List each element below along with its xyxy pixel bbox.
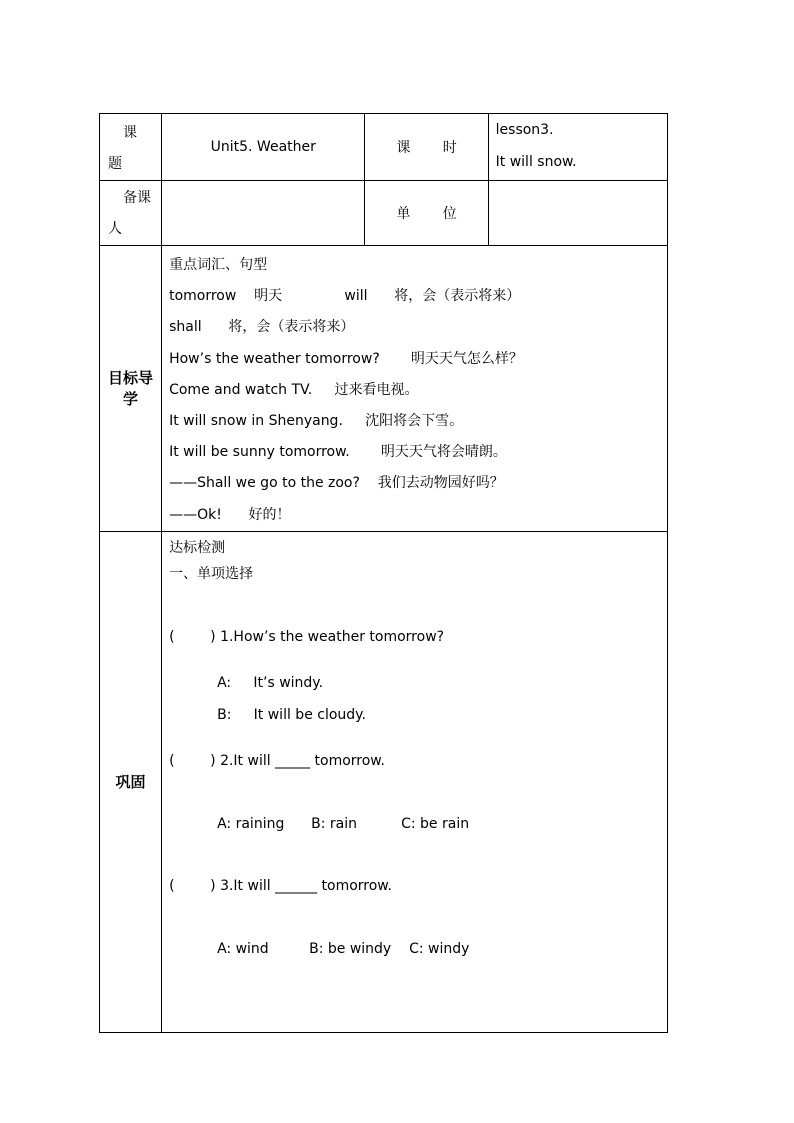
period-value-1: lesson3. xyxy=(495,122,554,138)
objectives-line: ——Shall we go to the zoo? 我们去动物园好吗？ xyxy=(169,475,504,492)
question-1: ( ) 1.How’s the weather tomorrow? xyxy=(169,628,445,645)
topic-value: Unit5. Weather xyxy=(210,139,316,155)
practice-row xyxy=(100,531,668,1032)
question-2-option-a: A: raining xyxy=(217,815,285,832)
objectives-label-2: 学 xyxy=(123,390,139,409)
unit-value-cell xyxy=(488,181,667,246)
unit-label: 单 位 xyxy=(396,206,471,222)
objectives-line: It will snow in Shenyang. 沈阳将会下雪。 xyxy=(169,412,464,429)
preparer-label-1: 备课 xyxy=(123,190,151,206)
question-1-option-b: B: It will be cloudy. xyxy=(217,706,366,723)
question-2-option-c: C: be rain xyxy=(401,815,470,832)
practice-title: 达标检测 xyxy=(169,539,226,556)
objectives-line: tomorrow 明天 will 将，会（表示将来） xyxy=(169,288,521,305)
topic-value-cell xyxy=(162,114,365,181)
topic-label-2: 题 xyxy=(108,156,122,172)
objectives-line: ——Ok! 好的！ xyxy=(169,506,291,523)
topic-label-cell xyxy=(100,114,162,181)
objectives-content-cell xyxy=(162,246,668,532)
objectives-label-1: 目标导 xyxy=(108,369,154,388)
question-3-option-c: C: windy xyxy=(409,940,470,957)
question-2-option-b: B: rain xyxy=(311,815,357,832)
period-value-cell xyxy=(488,114,667,181)
objectives-line: 重点词汇、句型 xyxy=(169,257,268,273)
topic-label-1: 课 xyxy=(123,125,137,141)
practice-label: 巩固 xyxy=(115,773,146,792)
preparer-label-cell xyxy=(100,181,162,246)
objectives-label-cell xyxy=(100,246,162,532)
question-3-option-a: A: wind xyxy=(217,940,269,957)
question-3: ( ) 3.It will ______ tomorrow. xyxy=(169,877,392,894)
period-label-cell xyxy=(365,114,488,181)
practice-content-cell xyxy=(162,531,668,1032)
objectives-line: It will be sunny tomorrow. 明天天气将会晴朗。 xyxy=(169,444,507,461)
question-2: ( ) 2.It will _____ tomorrow. xyxy=(169,752,385,769)
period-label: 课 时 xyxy=(396,140,471,156)
objectives-row xyxy=(100,246,668,532)
section-heading: 一、单项选择 xyxy=(169,565,254,582)
question-3-option-b: B: be windy xyxy=(309,940,392,957)
objectives-line: How’s the weather tomorrow? 明天天气怎么样？ xyxy=(169,350,523,367)
unit-label-cell xyxy=(365,181,488,246)
lesson-plan-table xyxy=(99,113,668,1033)
objectives-line: shall 将，会（表示将来） xyxy=(169,319,355,336)
practice-label-cell xyxy=(100,531,162,1032)
question-1-option-a: A: It’s windy. xyxy=(217,674,324,691)
period-value-2: It will snow. xyxy=(495,154,577,170)
preparer-row xyxy=(100,181,668,246)
preparer-value-cell xyxy=(162,181,365,246)
objectives-line: Come and watch TV. 过来看电视。 xyxy=(169,381,419,398)
topic-row xyxy=(100,114,668,181)
preparer-label-2: 人 xyxy=(108,221,122,237)
